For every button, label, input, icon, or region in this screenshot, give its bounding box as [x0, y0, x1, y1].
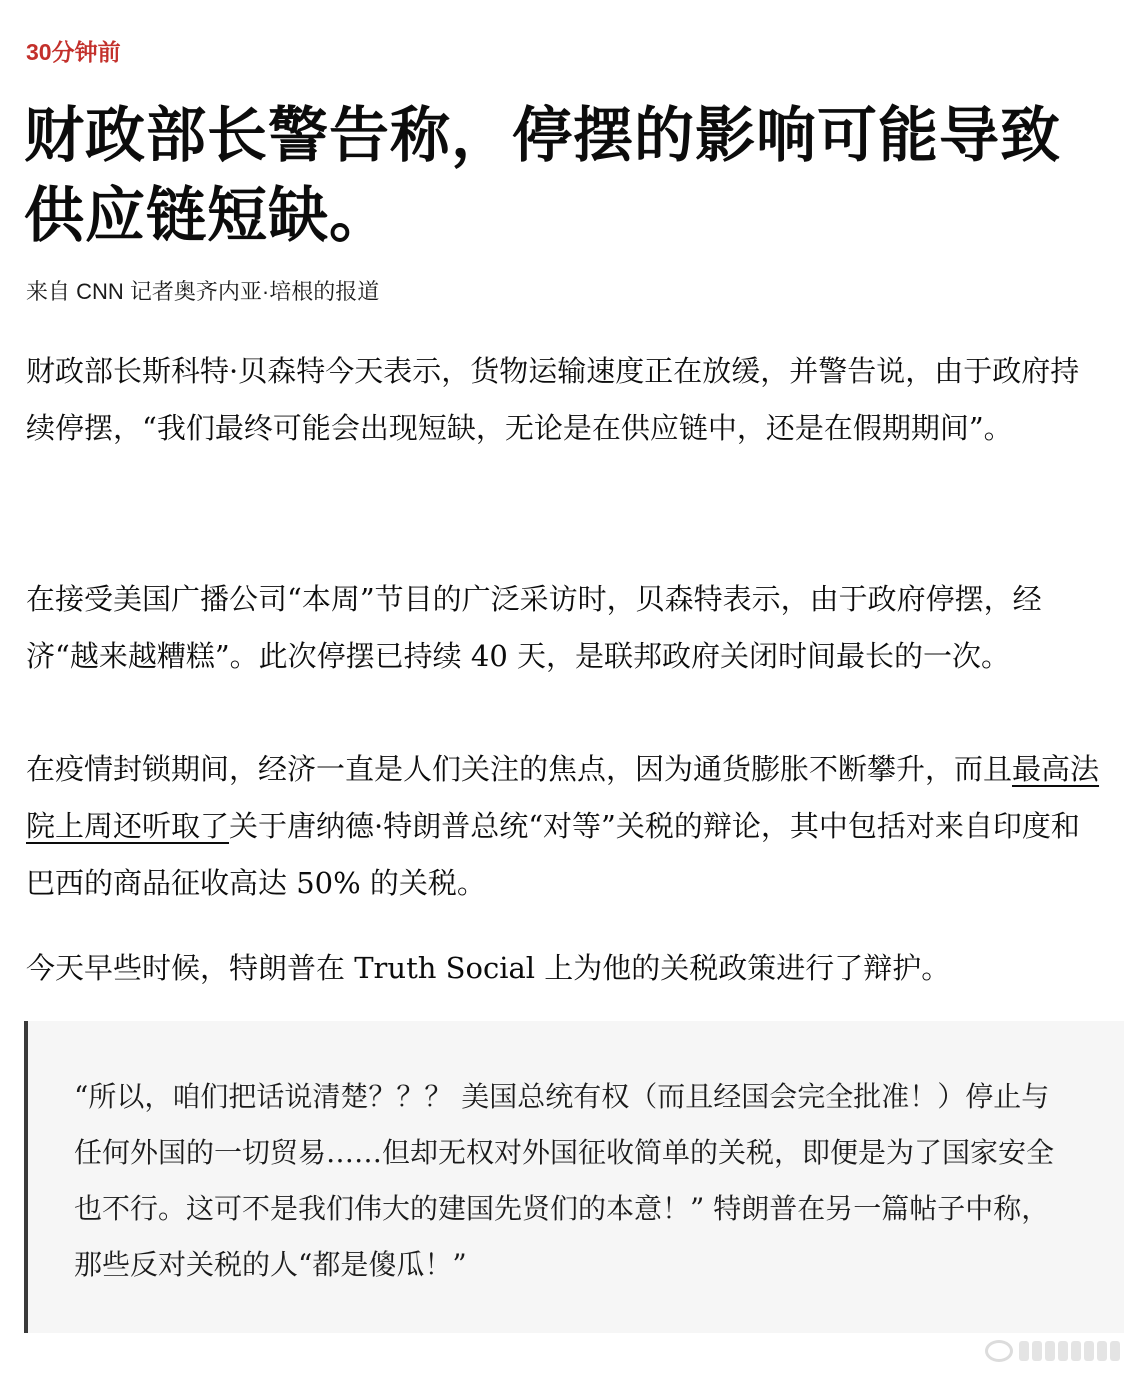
supreme-court-link[interactable]: 最高法院上周还听取了	[26, 752, 1100, 843]
article-timestamp: 30分钟前	[26, 39, 121, 65]
weibo-watermark-icon	[985, 1340, 1120, 1362]
watermark-text-icon	[1019, 1341, 1120, 1361]
article-paragraph: 在接受美国广播公司“本周”节目的广泛采访时，贝森特表示，由于政府停摆，经济“越来越糟糕”。此次停摆已持续 40 天，是联邦政府关闭时间最长的一次。	[26, 582, 1042, 673]
article-paragraph: 今天早些时候，特朗普在 Truth Social 上为他的关税政策进行了辩护。	[26, 951, 951, 985]
paragraph-text: 在疫情封锁期间，经济一直是人们关注的焦点，因为通货膨胀不断攀升，而且	[26, 752, 1013, 786]
article-byline: 来自 CNN 记者奥齐内亚·培根的报道	[26, 279, 380, 304]
paragraph-text: 关于唐纳德·特朗普总统“对等”关税的辩论，其中包括对来自印度和巴西的商品征收高达 50% 的关税。	[26, 809, 1080, 900]
quote-text: “所以，咱们把话说清楚？？？ 美国总统有权（而且经国会完全批准！）停止与任何外国的一切贸易……但却无权对外国征收简单的关税，即便是为了国家安全也不行。这可不是我们伟大的建国先贤们的本意！” 特朗普在另一篇帖子中称，那些反对关税的人“都是傻瓜！”	[74, 1080, 1055, 1281]
blockquote	[24, 1021, 1124, 1333]
article-paragraph	[26, 741, 1108, 912]
article-headline: 财政部长警告称，停摆的影响可能导致供应链短缺。	[24, 101, 1061, 251]
article-paragraph: 财政部长斯科特·贝森特今天表示，货物运输速度正在放缓，并警告说，由于政府持续停摆，“我们最终可能会出现短缺，无论是在供应链中，还是在假期期间”。	[26, 354, 1080, 445]
weibo-logo-icon	[985, 1340, 1013, 1362]
